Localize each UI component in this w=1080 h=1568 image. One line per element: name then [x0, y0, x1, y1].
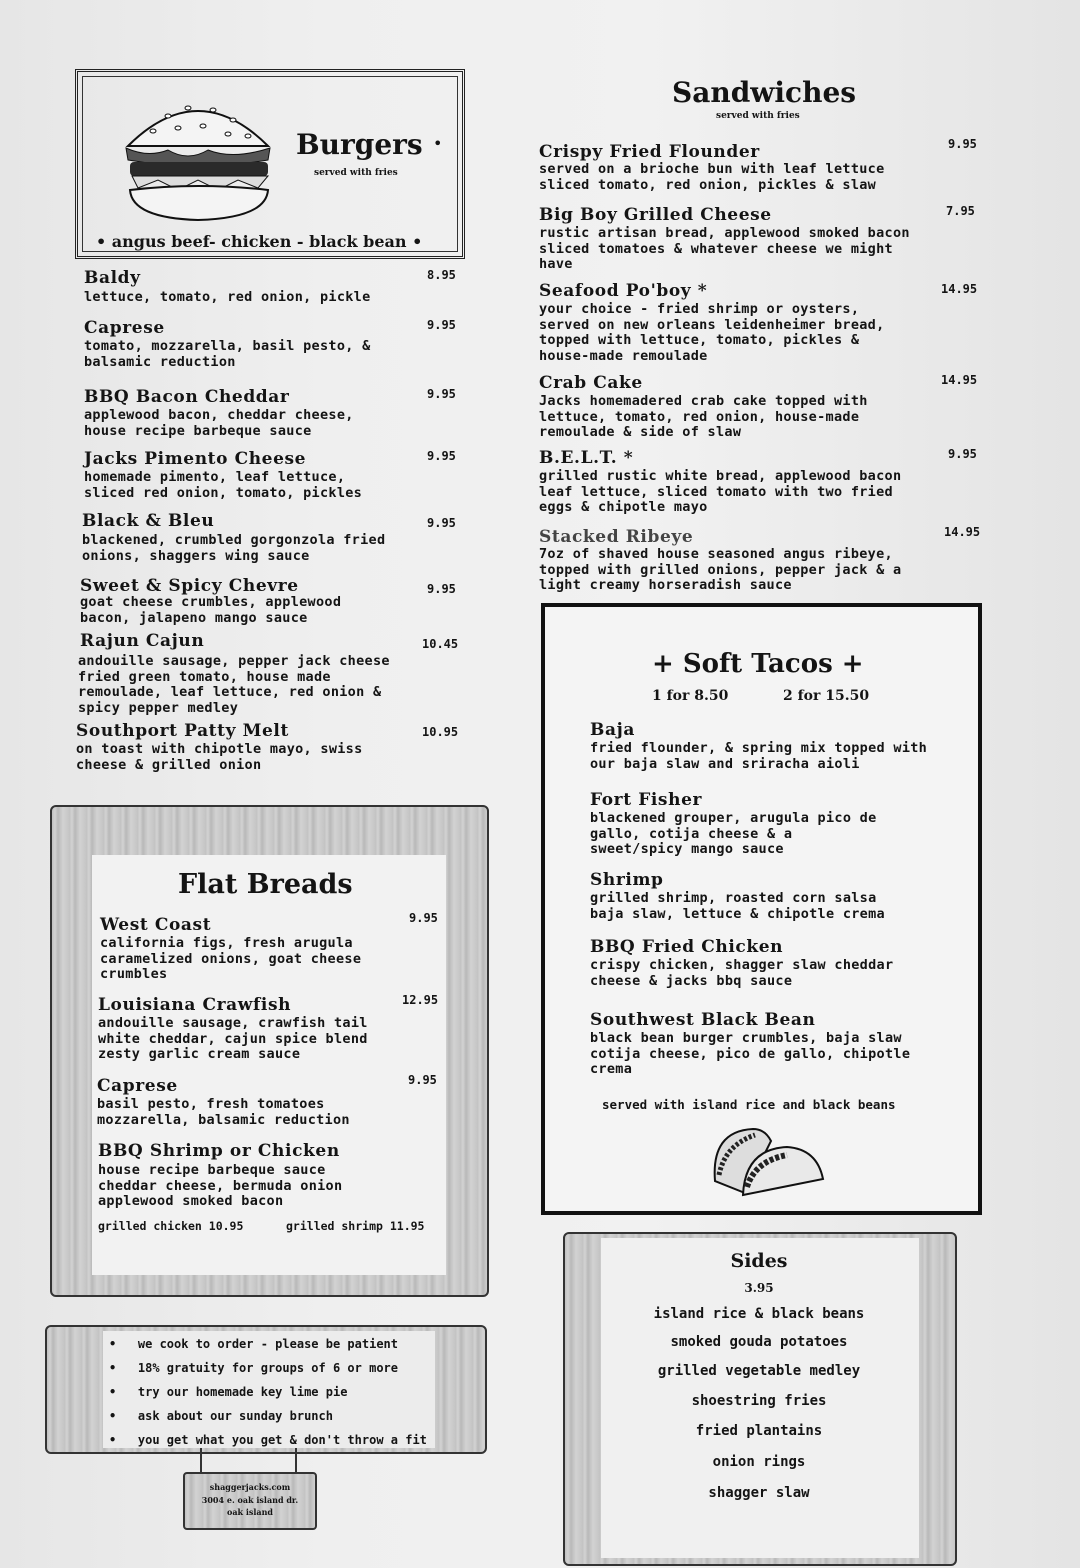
item-price: 9.95	[427, 449, 456, 463]
item-name: Jacks Pimento Cheese	[84, 449, 307, 469]
item-desc: basil pesto, fresh tomatoes mozzarella, balsamic reduction	[97, 1096, 350, 1128]
item-price: 9.95	[948, 447, 977, 461]
item-name: Crab Cake	[539, 373, 643, 393]
sign-website: shaggerjacks.com	[209, 1482, 291, 1492]
item-desc: grilled rustic white bread, applewood bacon leaf lettuce, sliced tomato with two fried eggs & chipotle mayo	[539, 468, 902, 515]
item-name: BBQ Fried Chicken	[590, 937, 784, 957]
note-text: ask about our sunday brunch	[137, 1409, 333, 1423]
item-desc: black bean burger crumbles, baja slaw cotija cheese, pico de gallo, chipotle crema	[590, 1030, 911, 1077]
item-name: Southport Patty Melt	[76, 721, 289, 741]
sign-city: oak island	[226, 1507, 274, 1517]
burgers-title-dot: •	[433, 134, 443, 153]
item-desc: 7oz of shaved house seasoned angus ribeye, topped with grilled onions, pepper jack & a light creamy horseradish sauce	[539, 546, 902, 593]
item-desc: crispy chicken, shagger slaw cheddar cheese & jacks bbq sauce	[590, 957, 894, 989]
item-name: Baja	[590, 720, 635, 740]
item-price: 10.95	[422, 725, 459, 739]
item-desc: applewood bacon, cheddar cheese, house recipe barbeque sauce	[84, 407, 354, 439]
item-price: 14.95	[941, 373, 978, 387]
note-text: you get what you get & don't throw a fit	[137, 1433, 427, 1447]
burgers-title: Burgers	[296, 128, 423, 161]
item-name: BBQ Bacon Cheddar	[84, 387, 290, 407]
item-desc: rustic artisan bread, applewood smoked bacon sliced tomatoes & whatever cheese we might have	[539, 225, 910, 272]
item-desc: house recipe barbeque sauce cheddar cheese, bermuda onion applewood smoked bacon	[98, 1162, 343, 1209]
side-item: fried plantains	[695, 1423, 823, 1439]
item-price: 9.95	[408, 1073, 437, 1087]
note-item	[109, 1361, 398, 1375]
side-item: shoestring fries	[691, 1393, 827, 1409]
sides-sign	[563, 1232, 957, 1566]
item-desc: served on a brioche bun with leaf lettuce sliced tomato, red onion, pickles & slaw	[539, 161, 885, 193]
side-item: grilled vegetable medley	[657, 1363, 861, 1379]
side-item: onion rings	[712, 1454, 806, 1470]
burgers-options	[96, 232, 446, 251]
sandwiches-title: Sandwiches	[672, 76, 857, 109]
note-item	[109, 1433, 427, 1447]
item-name: Black & Bleu	[82, 511, 215, 531]
sides-title: Sides	[730, 1250, 788, 1272]
item-price: 8.95	[427, 268, 456, 282]
burgers-header-box	[75, 69, 465, 259]
note-item	[109, 1337, 398, 1351]
item-desc: fried flounder, & spring mix topped with our baja slaw and sriracha aioli	[590, 740, 928, 772]
bullet-icon: •	[109, 1337, 138, 1351]
item-price: 7.95	[946, 204, 975, 218]
sign-rope-left	[200, 1448, 202, 1474]
tacos-title: + Soft Tacos +	[652, 649, 864, 679]
item-name: Caprese	[84, 318, 165, 338]
item-name: Shrimp	[590, 870, 664, 890]
tacos-footer: served with island rice and black beans	[602, 1097, 896, 1112]
item-desc: grilled shrimp, roasted corn salsa baja slaw, lettuce & chipotle crema	[590, 890, 885, 922]
item-desc: your choice - fried shrimp or oysters, served on new orleans leidenheimer bread, topped with lettuce, tomato, pickles & house-made remoulade	[539, 301, 885, 364]
bullet-icon: •	[109, 1433, 138, 1447]
item-price: 10.45	[422, 637, 459, 651]
item-name: West Coast	[100, 915, 212, 935]
note-text: we cook to order - please be patient	[137, 1337, 398, 1351]
item-name: Crispy Fried Flounder	[539, 142, 760, 162]
sides-price: 3.95	[744, 1281, 774, 1295]
item-desc: lettuce, tomato, red onion, pickle	[84, 289, 371, 305]
item-name: Big Boy Grilled Cheese	[539, 205, 772, 225]
flatbread-shrimp-price: grilled shrimp 11.95	[286, 1219, 425, 1233]
item-price: 9.95	[948, 137, 977, 151]
sandwiches-served: served with fries	[716, 111, 800, 121]
burgers-served: served with fries	[314, 168, 398, 178]
item-price: 9.95	[427, 387, 456, 401]
tacos-illustration	[705, 1121, 830, 1201]
item-name: Louisiana Crawfish	[98, 995, 292, 1015]
bullet-icon: •	[96, 232, 112, 251]
item-desc: tomato, mozzarella, basil pesto, & balsamic reduction	[84, 338, 371, 370]
item-name: Fort Fisher	[590, 790, 703, 810]
item-price: 9.95	[427, 582, 456, 596]
flatbreads-title: Flat Breads	[178, 869, 353, 900]
address-sign	[183, 1472, 317, 1530]
tacos-price-one: 1 for 8.50	[652, 688, 729, 704]
item-desc: andouille sausage, pepper jack cheese fried green tomato, house made remoulade, leaf lettuce, red onion & spicy pepper medley	[78, 653, 390, 716]
item-desc: california figs, fresh arugula caramelized onions, goat cheese crumbles	[100, 935, 362, 982]
bullet-icon: •	[109, 1361, 138, 1375]
bullet-icon: •	[109, 1409, 138, 1423]
tacos-price-two: 2 for 15.50	[783, 688, 870, 704]
item-price: 14.95	[944, 525, 981, 539]
item-desc: homemade pimento, leaf lettuce, sliced red onion, tomato, pickles	[84, 469, 363, 501]
tacos-box	[541, 603, 982, 1215]
item-name: Stacked Ribeye	[539, 527, 694, 547]
flatbreads-sign	[50, 805, 489, 1297]
item-desc: on toast with chipotle mayo, swiss cheese & grilled onion	[76, 741, 363, 773]
note-text: try our homemade key lime pie	[137, 1385, 348, 1399]
flatbread-chicken-price: grilled chicken 10.95	[98, 1219, 244, 1233]
bullet-icon: •	[109, 1385, 138, 1399]
side-item: smoked gouda potatoes	[670, 1334, 848, 1350]
note-text: 18% gratuity for groups of 6 or more	[137, 1361, 398, 1375]
item-price: 12.95	[402, 993, 439, 1007]
note-item	[109, 1409, 333, 1423]
sign-address: 3004 e. oak island dr.	[201, 1495, 299, 1505]
side-item: shagger slaw	[708, 1485, 810, 1501]
item-price: 14.95	[941, 282, 978, 296]
item-desc: blackened grouper, arugula pico de gallo, cotija cheese & a sweet/spicy mango sauce	[590, 810, 877, 857]
item-name: Rajun Cajun	[80, 631, 205, 651]
item-name: B.E.L.T. *	[539, 448, 634, 468]
item-desc: andouille sausage, crawfish tail white cheddar, cajun spice blend zesty garlic cream sauce	[98, 1015, 368, 1062]
item-name: Sweet & Spicy Chevre	[80, 576, 299, 596]
notes-sign	[45, 1325, 487, 1454]
sign-rope-right	[295, 1448, 297, 1474]
item-name: Caprese	[97, 1076, 178, 1096]
note-item	[109, 1385, 347, 1399]
item-desc: Jacks homemadered crab cake topped with lettuce, tomato, red onion, house-made remoulade & side of slaw	[539, 393, 868, 440]
item-name: Seafood Po'boy *	[539, 281, 708, 301]
item-desc: goat cheese crumbles, applewood bacon, jalapeno mango sauce	[80, 594, 342, 626]
item-name: Baldy	[84, 268, 141, 288]
item-price: 9.95	[427, 318, 456, 332]
item-desc: blackened, crumbled gorgonzola fried onions, shaggers wing sauce	[82, 532, 386, 564]
burgers-options-text: angus beef- chicken - black bean	[111, 232, 407, 251]
item-name: Southwest Black Bean	[590, 1010, 816, 1030]
burger-illustration	[118, 86, 278, 226]
bullet-icon: •	[406, 232, 423, 251]
item-name: BBQ Shrimp or Chicken	[98, 1141, 340, 1161]
item-price: 9.95	[409, 911, 438, 925]
side-item: island rice & black beans	[653, 1306, 865, 1322]
item-price: 9.95	[427, 516, 456, 530]
